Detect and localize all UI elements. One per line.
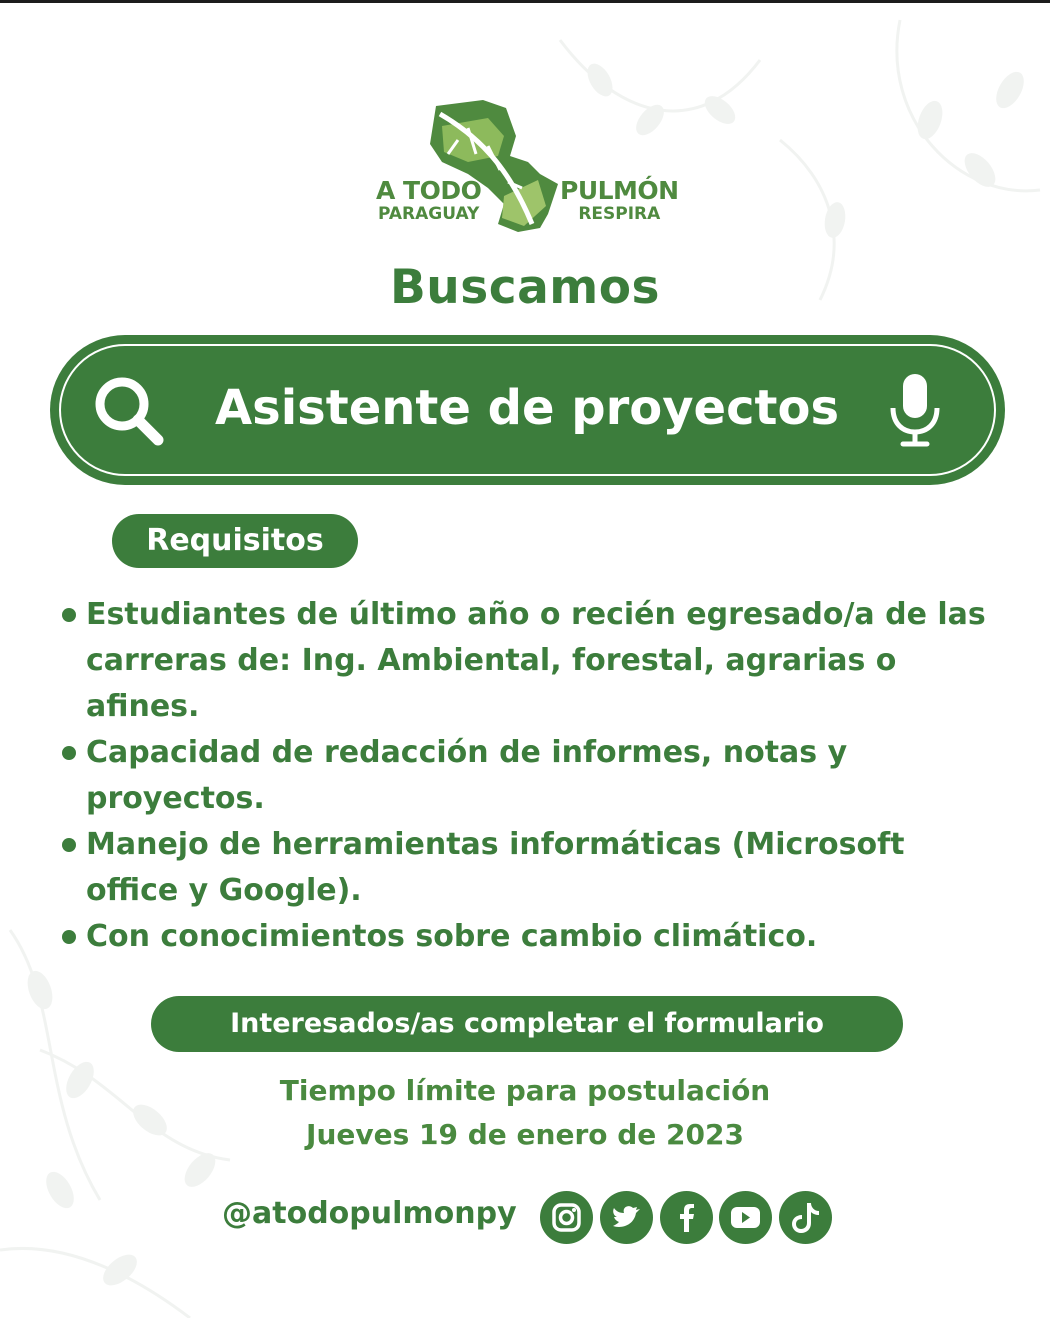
- list-item: [58, 822, 988, 914]
- logo-right-line1: PULMÓN: [560, 176, 679, 205]
- bullet-icon: [62, 608, 76, 622]
- social-handle: @atodopulmonpy: [222, 1196, 517, 1231]
- bullet-icon: [62, 838, 76, 852]
- requirements-label: Requisitos: [112, 514, 358, 568]
- microphone-icon: [887, 372, 943, 448]
- list-item: [58, 592, 988, 730]
- bullet-icon: [62, 746, 76, 760]
- list-item: [58, 730, 988, 822]
- headline: Buscamos: [389, 260, 661, 315]
- logo-text-left: [376, 178, 481, 223]
- logo-right-line2: RESPIRA: [578, 204, 661, 224]
- facebook-icon[interactable]: [660, 1191, 713, 1244]
- youtube-icon[interactable]: [719, 1191, 772, 1244]
- form-cta-banner: Interesados/as completar el formulario: [151, 996, 903, 1052]
- tiktok-icon[interactable]: [779, 1191, 832, 1244]
- requirement-text: Con conocimientos sobre cambio climático.: [86, 919, 818, 954]
- search-icon: [90, 372, 166, 448]
- requirement-text: Estudiantes de último año o recién egresado/a de las carreras de: Ing. Ambiental, forestal, agrarias o afines.: [86, 597, 986, 724]
- requirement-text: Manejo de herramientas informáticas (Microsoft office y Google).: [86, 827, 905, 908]
- deadline-title: Tiempo límite para postulación: [279, 1074, 771, 1107]
- twitter-icon[interactable]: [600, 1191, 653, 1244]
- requirement-text: Capacidad de redacción de informes, notas y proyectos.: [86, 735, 848, 816]
- list-item: [58, 914, 988, 960]
- requirements-list: [58, 592, 988, 960]
- logo-left-line2: PARAGUAY: [377, 204, 480, 224]
- logo-text-right: [560, 178, 679, 223]
- deadline-date: Jueves 19 de enero de 2023: [306, 1118, 744, 1151]
- search-bar-text: Asistente de proyectos: [215, 380, 840, 436]
- bullet-icon: [62, 930, 76, 944]
- logo-left-line1: A TODO: [376, 176, 482, 205]
- brand-logo: [370, 96, 680, 236]
- instagram-icon[interactable]: [540, 1191, 593, 1244]
